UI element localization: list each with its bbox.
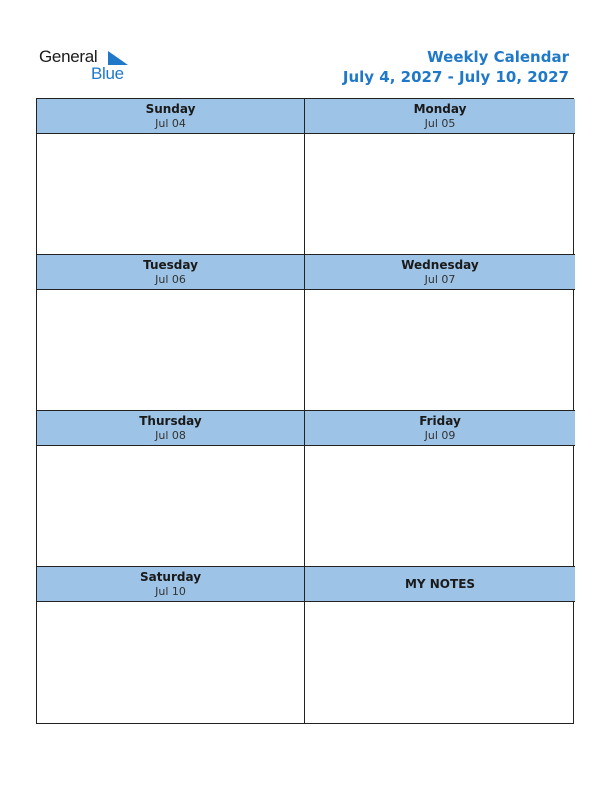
day-name: Friday <box>419 413 461 428</box>
my-notes-cell[interactable] <box>305 567 575 723</box>
day-notes-area[interactable] <box>37 446 304 566</box>
day-date: Jul 07 <box>424 272 456 286</box>
logo-text-general: General <box>39 47 98 66</box>
logo-text-blue: Blue <box>91 64 124 83</box>
day-notes-area[interactable] <box>37 290 304 410</box>
notes-area[interactable] <box>305 602 575 722</box>
day-name: Thursday <box>139 413 202 428</box>
day-name: Sunday <box>145 101 196 116</box>
day-name: Monday <box>413 101 467 116</box>
day-date: Jul 06 <box>155 272 186 286</box>
day-name: Wednesday <box>401 257 479 272</box>
logo-triangle-icon <box>108 51 128 65</box>
day-cell-friday[interactable] <box>305 411 575 567</box>
day-header <box>37 99 304 134</box>
day-cell-tuesday[interactable] <box>37 255 305 411</box>
calendar-title: Weekly Calendar <box>427 48 569 66</box>
day-cell-monday[interactable] <box>305 99 575 255</box>
day-notes-area[interactable] <box>37 602 304 722</box>
day-notes-area[interactable] <box>305 290 575 410</box>
day-name: Tuesday <box>143 257 198 272</box>
day-date: Jul 09 <box>424 428 456 442</box>
day-header <box>305 411 575 446</box>
day-date: Jul 04 <box>155 116 186 130</box>
day-cell-thursday[interactable] <box>37 411 305 567</box>
day-notes-area[interactable] <box>37 134 304 254</box>
notes-title: MY NOTES <box>404 576 476 591</box>
day-notes-area[interactable] <box>305 446 575 566</box>
generalblue-logo <box>39 47 139 87</box>
day-date: Jul 05 <box>424 116 456 130</box>
day-name: Saturday <box>139 569 202 584</box>
day-date: Jul 08 <box>155 428 186 442</box>
day-header <box>305 99 575 134</box>
day-cell-sunday[interactable] <box>37 99 305 255</box>
day-header <box>37 255 304 290</box>
day-header <box>305 255 575 290</box>
day-header <box>37 411 304 446</box>
day-cell-wednesday[interactable] <box>305 255 575 411</box>
notes-header <box>305 567 575 602</box>
day-notes-area[interactable] <box>305 134 575 254</box>
day-date: Jul 10 <box>155 584 186 598</box>
day-cell-saturday[interactable] <box>37 567 305 723</box>
date-range: July 4, 2027 - July 10, 2027 <box>342 68 569 86</box>
weekly-calendar-grid <box>36 98 574 724</box>
day-header <box>37 567 304 602</box>
